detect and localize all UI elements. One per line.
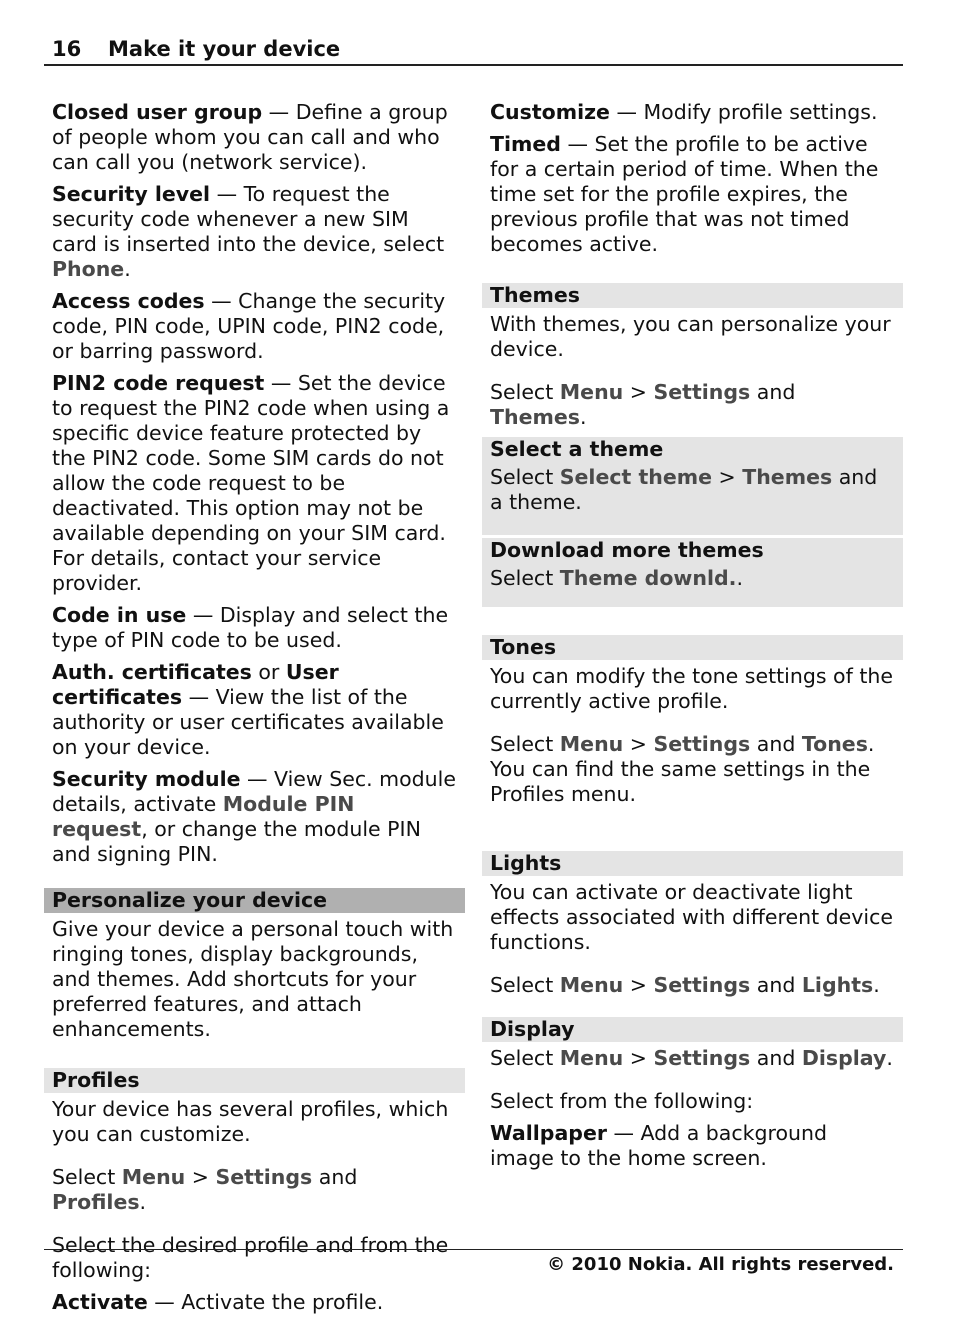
select-theme-text: Select Select theme > Themes and a theme. — [490, 465, 878, 514]
timed-item: Timed — Set the profile to be active for a certain period of time. When the time set for the profile expires, the previous profile that was not timed becomes active. — [490, 132, 879, 256]
profiles-intro: Your device has several profiles, which you can customize. — [52, 1097, 449, 1146]
personalize-text: Give your device a personal touch with ringing tones, display backgrounds, and themes. Add shortcuts for your preferred features, and attach enhancements. — [52, 917, 454, 1041]
profiles-select-path: Select Menu > Settings and Profiles. — [52, 1165, 358, 1214]
footer-rule — [44, 1249, 903, 1250]
personalize-heading: Personalize your device — [44, 888, 465, 913]
tones-heading: Tones — [482, 635, 903, 660]
wallpaper-item: Wallpaper — Add a background image to the home screen. — [490, 1121, 828, 1170]
themes-heading: Themes — [482, 283, 903, 308]
code-in-use-item: Code in use — Display and select the type of PIN code to be used. — [52, 603, 449, 652]
copyright-footer: © 2010 Nokia. All rights reserved. — [547, 1254, 894, 1275]
chapter-title: Make it your device — [108, 37, 341, 61]
tones-select-path: Select Menu > Settings and Tones. You can find the same settings in the Profiles menu. — [490, 732, 875, 806]
display-select-from: Select from the following: — [490, 1089, 754, 1113]
display-select-path: Select Menu > Settings and Display. — [490, 1046, 893, 1070]
themes-select-path: Select Menu > Settings and Themes. — [490, 380, 796, 429]
select-theme-box — [482, 437, 903, 535]
download-themes-box — [482, 538, 903, 607]
profiles-select-desired: Select the desired profile and from the following: — [52, 1233, 449, 1282]
customize-item: Customize — Modify profile settings. — [490, 100, 878, 124]
lights-heading: Lights — [482, 851, 903, 876]
download-themes-text: Select Theme downld.. — [490, 566, 743, 590]
lights-intro: You can activate or deactivate light effects associated with different device functions. — [490, 880, 893, 954]
security-module-item: Security module — View Sec. module details, activate Module PIN request, or change the module PIN and signing PIN. — [52, 767, 456, 866]
tones-intro: You can modify the tone settings of the currently active profile. — [490, 664, 893, 713]
select-theme-title: Select a theme — [490, 437, 664, 461]
security-level-item: Security level — To request the security code whenever a new SIM card is inserted into the device, select Phone. — [52, 182, 445, 281]
activate-item: Activate — Activate the profile. — [52, 1290, 384, 1314]
profiles-heading: Profiles — [44, 1068, 465, 1093]
closed-user-group-item: Closed user group — Define a group of people whom you can call and who can call you (network service). — [52, 100, 448, 174]
display-heading: Display — [482, 1017, 903, 1042]
themes-intro: With themes, you can personalize your device. — [490, 312, 891, 361]
page-header — [44, 34, 903, 66]
left-column — [44, 100, 465, 1322]
page-number: 16 — [52, 37, 82, 61]
download-themes-title: Download more themes — [490, 538, 764, 562]
lights-select-path: Select Menu > Settings and Lights. — [490, 973, 880, 997]
pin2-code-request-item: PIN2 code request — Set the device to request the PIN2 code when using a specific device feature protected by the PIN2 code. Some SIM cards do not allow the code request to be deactivated. This option may not be available depending on your SIM card. For details, contact your service provider. — [52, 371, 450, 595]
right-column — [482, 100, 903, 1178]
access-codes-item: Access codes — Change the security code, PIN code, UPIN code, PIN2 code, or barring password. — [52, 289, 446, 363]
certificates-item: Auth. certificates or User certificates — View the list of the authority or user certificates available on your device. — [52, 660, 444, 759]
